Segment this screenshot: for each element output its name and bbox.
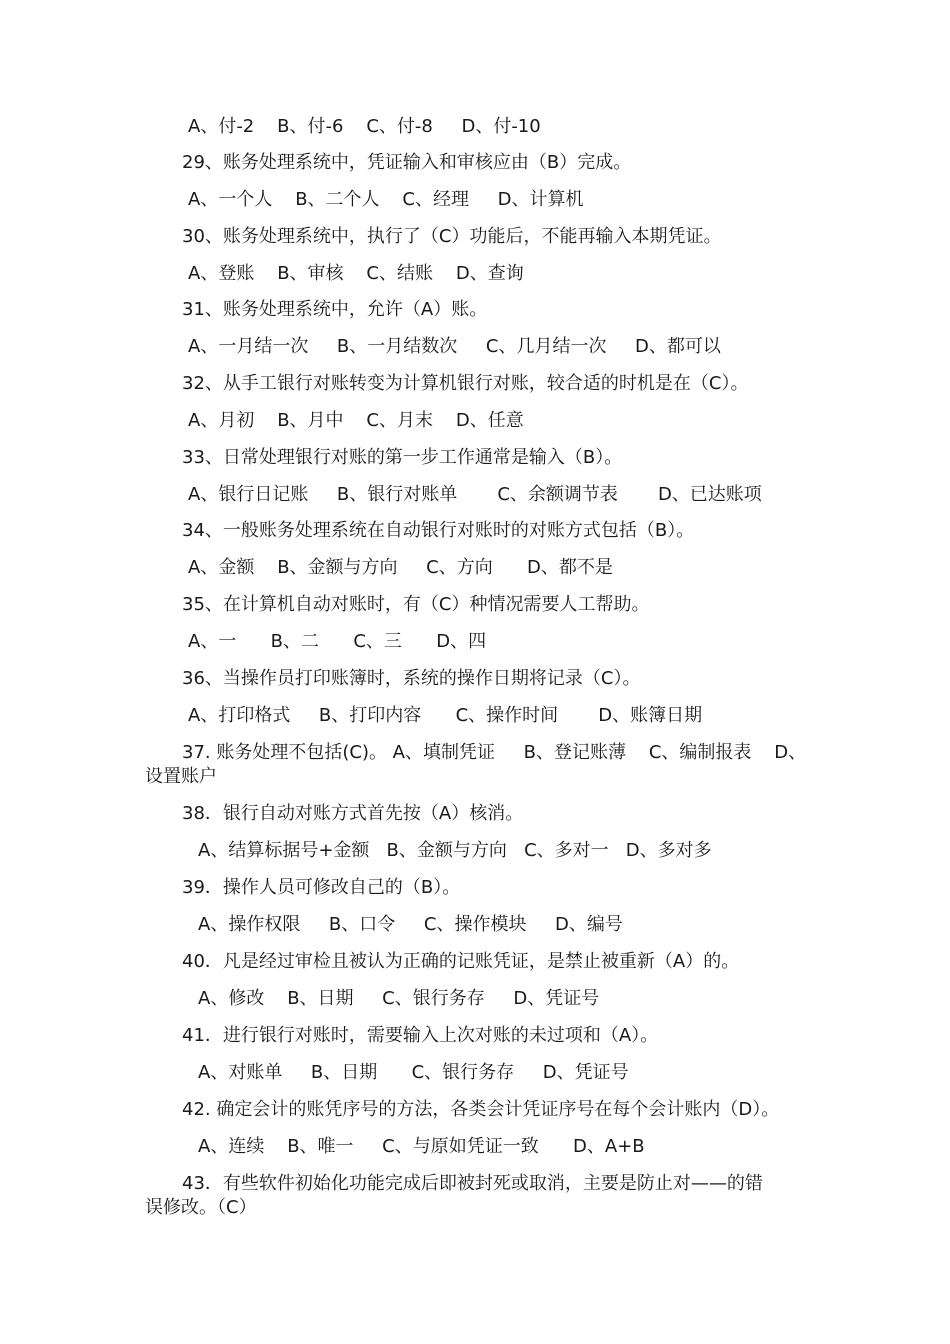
question-32-options: A、月初 B、月中 C、月末 D、任意 — [188, 410, 524, 431]
question-30-options: A、登账 B、审核 C、结账 D、查询 — [188, 263, 524, 284]
question-40-options: A、修改 B、日期 C、银行务存 D、凭证号 — [198, 988, 600, 1009]
question-38: 38．银行自动对账方式首先按（A）核消。 — [182, 803, 524, 824]
question-38-options: A、结算标据号+金额 B、金额与方向 C、多对一 D、多对多 — [198, 840, 712, 861]
question-28-options: A、付-2 B、付-6 C、付-8 D、付-10 — [188, 116, 541, 137]
question-29-options: A、一个人 B、二个人 C、经理 D、计算机 — [188, 189, 584, 210]
question-35-options: A、一 B、二 C、三 D、四 — [188, 631, 487, 652]
question-40: 40．凡是经过审检且被认为正确的记账凭证，是禁止被重新（A）的。 — [182, 951, 740, 972]
question-39-options: A、操作权限 B、口令 C、操作模块 D、编号 — [198, 914, 623, 935]
question-42: 42. 确定会计的账凭序号的方法，各类会计凭证序号在每个会计账内（D）。 — [182, 1099, 780, 1120]
question-30: 30、账务处理系统中，执行了（C）功能后，不能再输入本期凭证。 — [182, 226, 722, 247]
question-37: 37. 账务处理不包括(C)。 A、填制凭证 B、登记账薄 C、编制报表 D、 — [182, 742, 807, 763]
question-34-options: A、金额 B、金额与方向 C、方向 D、都不是 — [188, 557, 613, 578]
question-34: 34、一般账务处理系统在自动银行对账时的对账方式包括（B）。 — [182, 520, 695, 541]
question-37-continued: 设置账户 — [145, 766, 217, 787]
question-36-options: A、打印格式 B、打印内容 C、操作时间 D、账簿日期 — [188, 705, 703, 726]
question-41: 41．进行银行对账时，需要输入上次对账的未过项和（A）。 — [182, 1025, 659, 1046]
question-31: 31、账务处理系统中，允许（A）账。 — [182, 299, 488, 320]
question-33: 33、日常处理银行对账的第一步工作通常是输入（B）。 — [182, 447, 623, 468]
question-43: 43．有些软件初始化功能完成后即被封死或取消，主要是防止对——的错 — [182, 1173, 763, 1194]
question-32: 32、从手工银行对账转变为计算机银行对账，较合适的时机是在（C）。 — [182, 373, 749, 394]
question-29: 29、账务处理系统中，凭证输入和审核应由（B）完成。 — [182, 152, 632, 173]
question-42-options: A、连续 B、唯一 C、与原如凭证一致 D、A+B — [198, 1136, 645, 1157]
question-36: 36、当操作员打印账簿时，系统的操作日期将记录（C）。 — [182, 668, 641, 689]
question-41-options: A、对账单 B、日期 C、银行务存 D、凭证号 — [198, 1062, 629, 1083]
question-43-continued: 误修改。（C） — [145, 1197, 257, 1218]
question-39: 39．操作人员可修改自己的（B）。 — [182, 877, 461, 898]
question-31-options: A、一月结一次 B、一月结数次 C、几月结一次 D、都可以 — [188, 336, 721, 357]
question-35: 35、在计算机自动对账时，有（C）种情况需要人工帮助。 — [182, 594, 650, 615]
question-33-options: A、银行日记账 B、银行对账单 C、余额调节表 D、已达账项 — [188, 484, 762, 505]
